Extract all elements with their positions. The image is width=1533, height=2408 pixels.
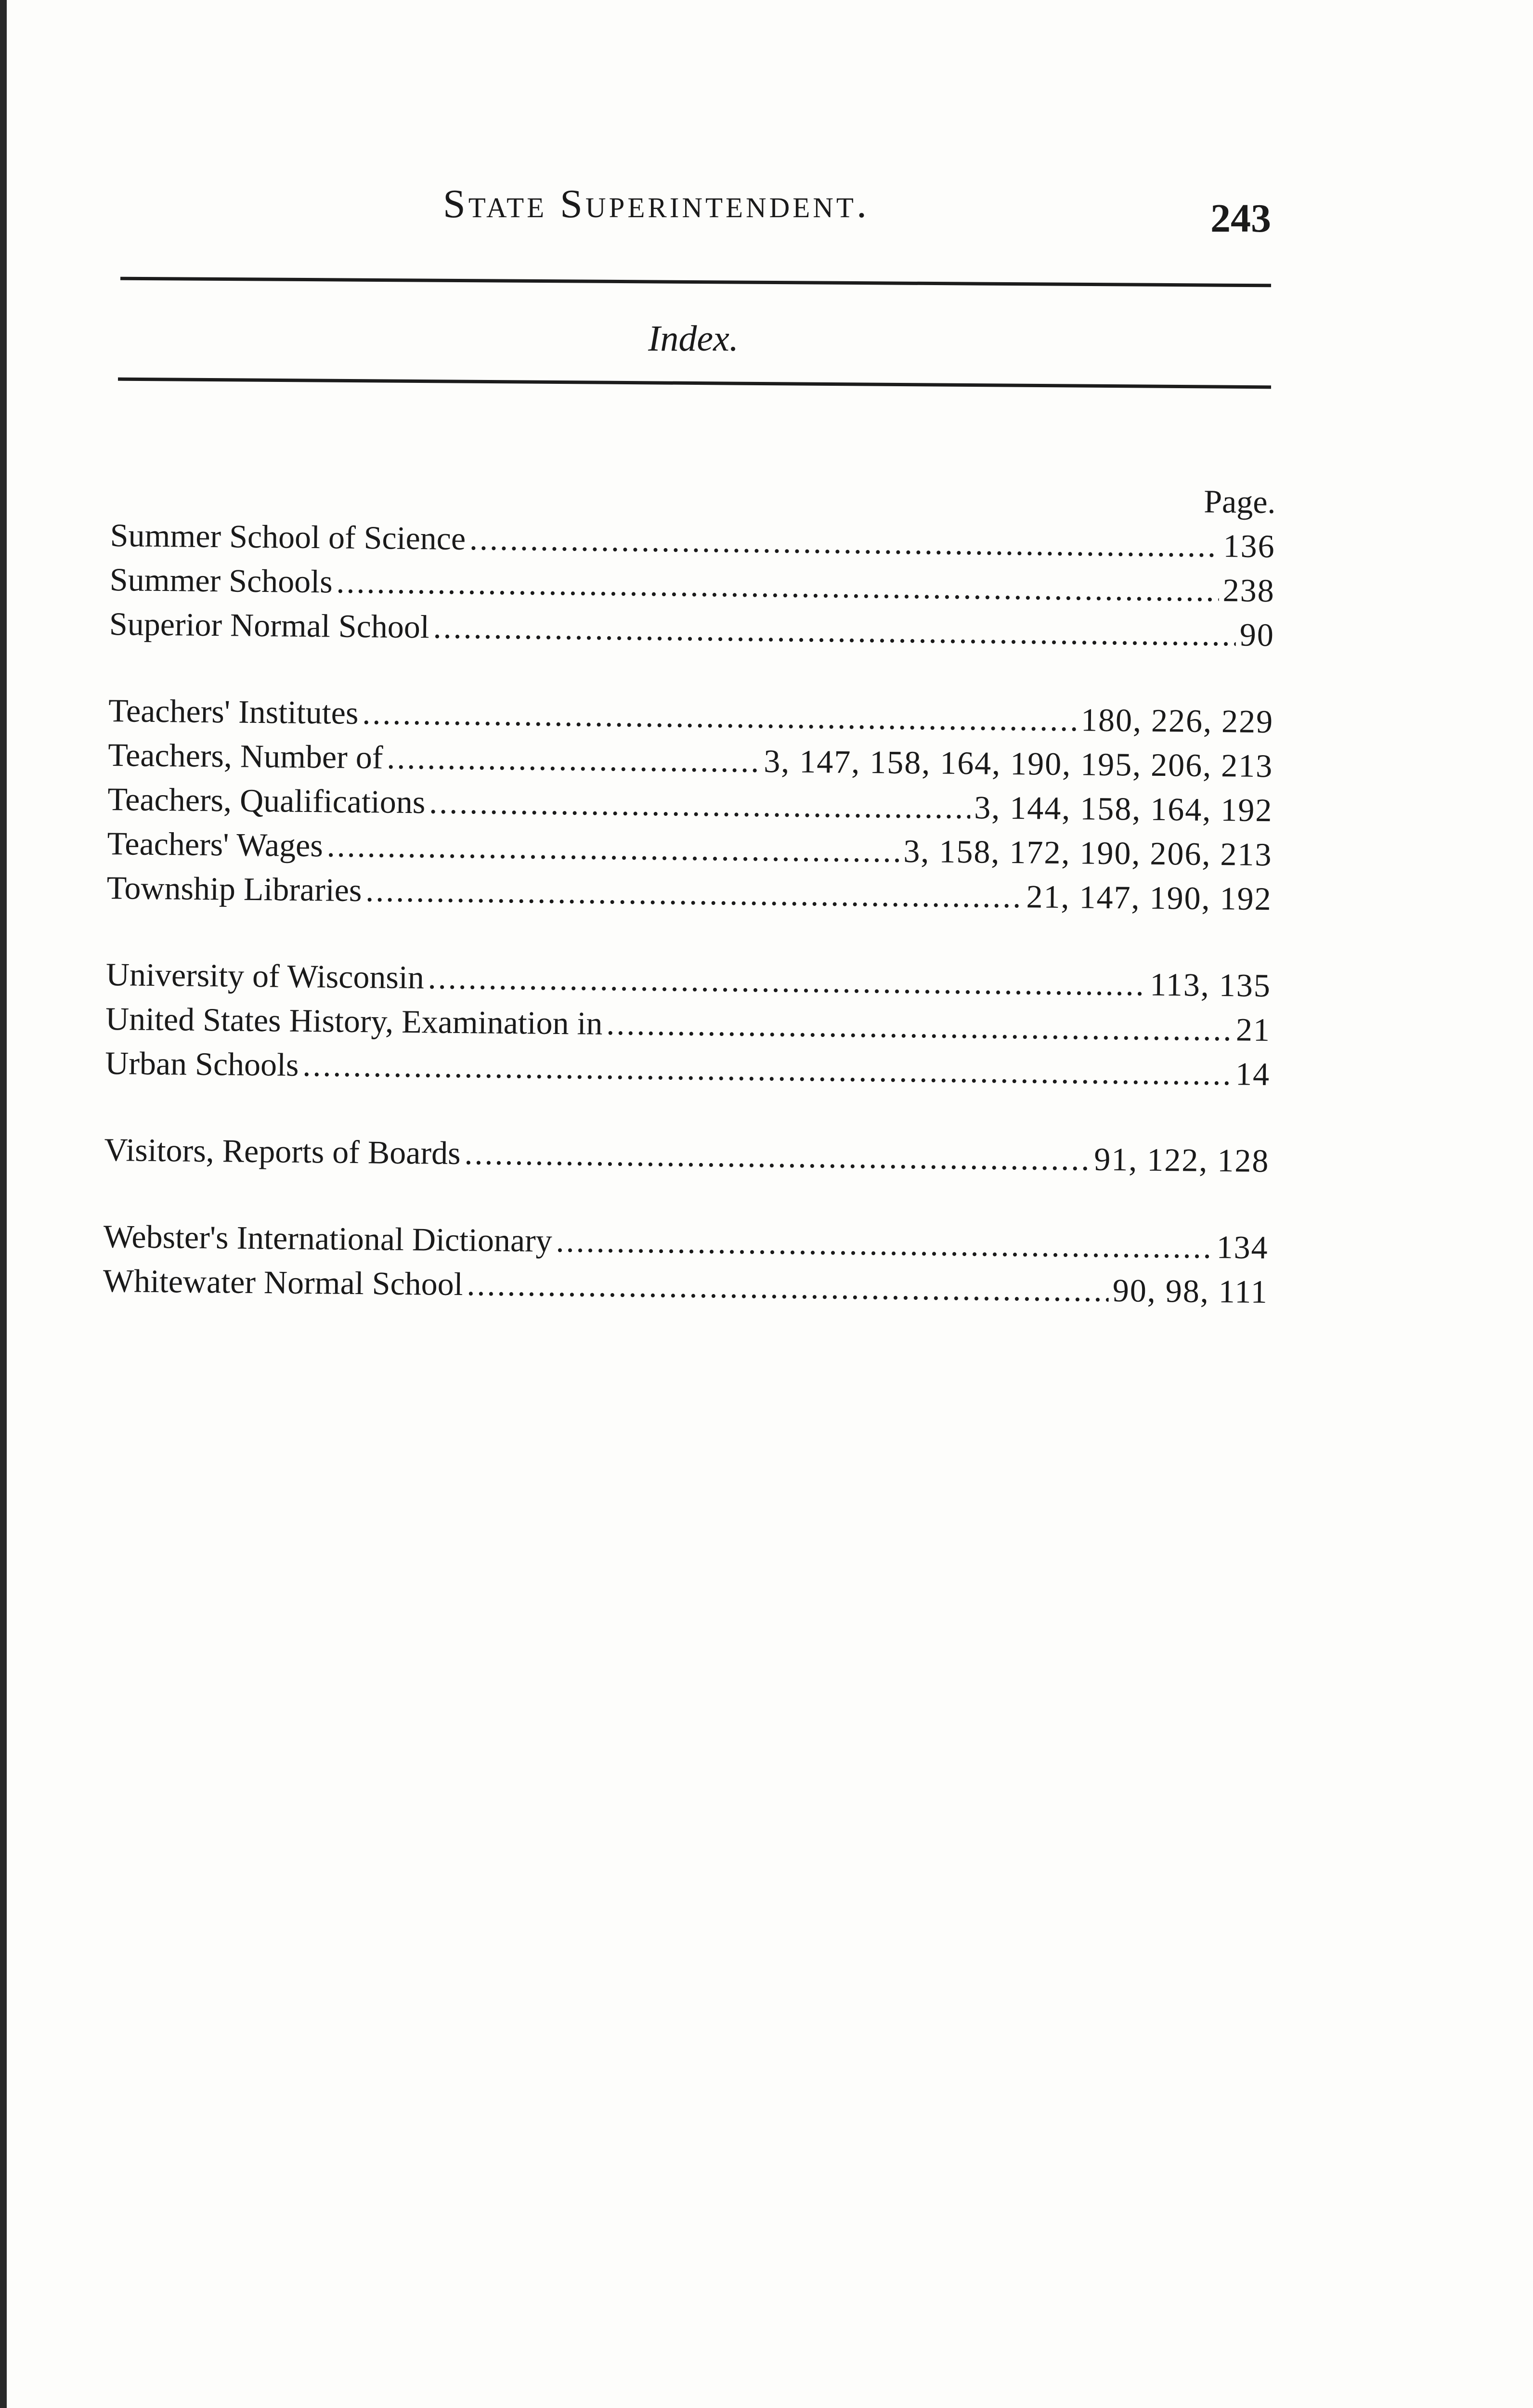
entry-name: Teachers' Wages [107, 824, 324, 864]
entry-pages: 3, 147, 158, 164, 190, 195, 206, 213 [763, 743, 1273, 785]
entry-name: Visitors, Reports of Boards [104, 1131, 461, 1172]
dot-leader [362, 691, 1078, 742]
dot-leader [326, 823, 900, 873]
entry-pages: 3, 158, 172, 190, 206, 213 [903, 832, 1273, 873]
title-rule [118, 378, 1271, 389]
index-group-u [105, 952, 1272, 1096]
entry-name: Summer Schools [109, 561, 333, 600]
entry-name: Teachers, Number of [108, 736, 383, 776]
entry-name: Township Libraries [106, 869, 362, 909]
dot-leader [336, 560, 1219, 613]
entry-pages: 90, 98, 111 [1112, 1272, 1269, 1310]
dot-leader [606, 1001, 1232, 1051]
index-entry [104, 1127, 1270, 1183]
page-number: 243 [1210, 196, 1271, 241]
index-group-w [103, 1214, 1269, 1314]
entry-name: Teachers' Institutes [108, 692, 359, 731]
page-header [116, 176, 1271, 241]
entry-pages: 21, 147, 190, 192 [1026, 878, 1272, 917]
entry-name: Webster's International Dictionary [103, 1217, 553, 1259]
index-group-t [106, 688, 1273, 921]
entry-pages: 91, 122, 128 [1094, 1140, 1270, 1179]
entry-pages: 180, 226, 229 [1080, 701, 1274, 740]
entry-pages: 134 [1216, 1229, 1269, 1266]
dot-leader [365, 868, 1023, 918]
running-head: State Superintendent. [443, 182, 870, 226]
entry-pages: 238 [1222, 572, 1275, 609]
entry-name: University of Wisconsin [105, 955, 425, 996]
entry-pages: 3, 144, 158, 164, 192 [974, 789, 1273, 829]
section-title: Index. [648, 318, 739, 359]
index-group-s [109, 513, 1276, 657]
page-edge-shadow [0, 0, 7, 2408]
entry-name: United States History, Examination in [105, 1000, 603, 1042]
index-table [103, 472, 1276, 1356]
entry-name: Whitewater Normal School [103, 1262, 463, 1303]
entry-pages: 136 [1223, 527, 1275, 565]
entry-pages: 14 [1235, 1055, 1271, 1093]
header-rule [120, 277, 1271, 288]
dot-leader [302, 1043, 1232, 1096]
entry-pages: 113, 135 [1150, 966, 1272, 1004]
dot-leader [464, 1131, 1091, 1181]
dot-leader [467, 1262, 1109, 1312]
entry-pages: 21 [1235, 1011, 1271, 1048]
dot-leader [469, 516, 1220, 568]
page-column-header: Page. [1203, 483, 1276, 521]
entry-name: Superior Normal School [109, 605, 430, 645]
index-group-v [104, 1127, 1270, 1183]
entry-name: Urban Schools [104, 1044, 299, 1083]
entry-name: Teachers, Qualifications [107, 780, 426, 821]
dot-leader [556, 1218, 1213, 1269]
entry-name: Summer School of Science [110, 516, 466, 557]
dot-leader [428, 955, 1146, 1006]
dot-leader [429, 780, 971, 829]
dot-leader [387, 735, 760, 783]
dot-leader [433, 604, 1236, 656]
entry-pages: 90 [1239, 616, 1275, 654]
